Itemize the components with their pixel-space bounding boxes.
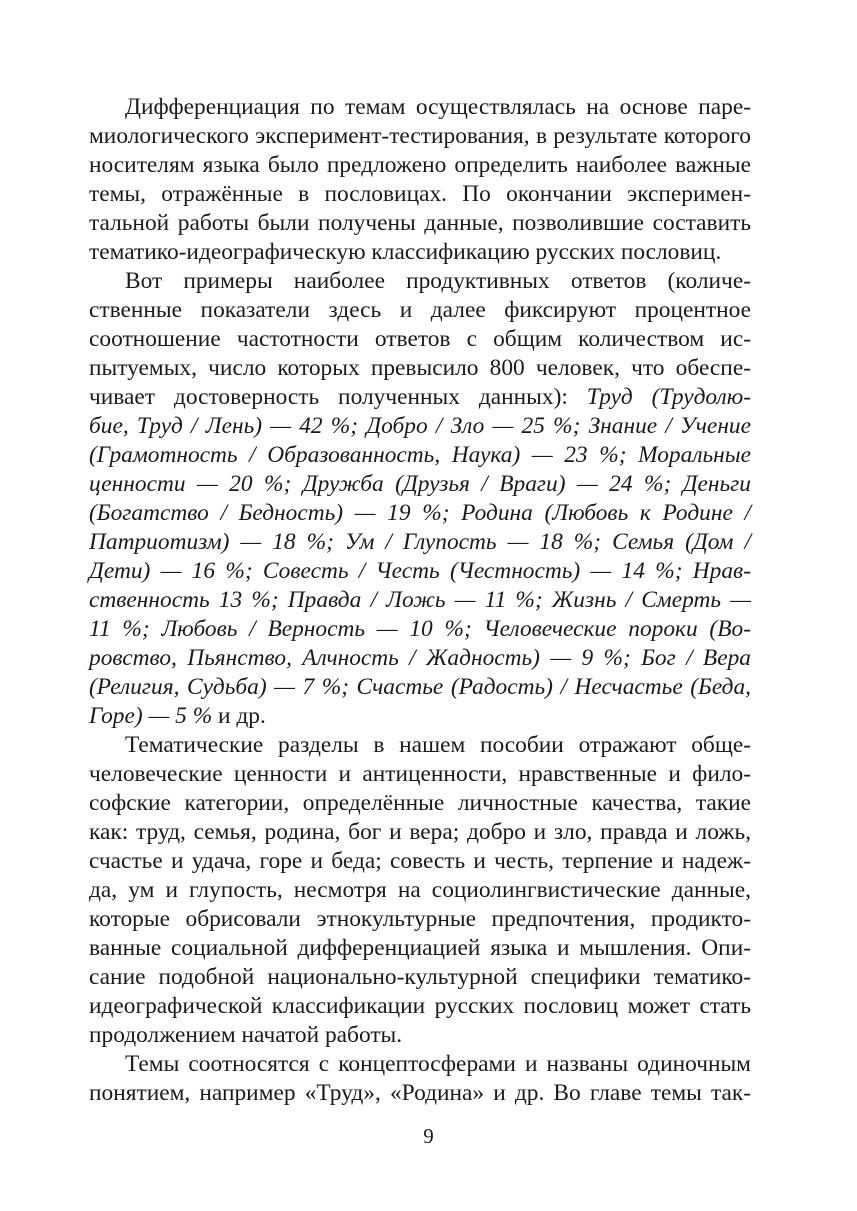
text-line bbox=[89, 180, 751, 209]
italic-run: ценности — 20 %; Дружба (Друзья / Враги) — 24 %; Деньги bbox=[89, 471, 751, 497]
text-run: пытуемых, число которых превысило 800 человек, что обеспе- bbox=[89, 355, 751, 381]
text-line bbox=[89, 238, 751, 267]
text-line bbox=[89, 673, 751, 702]
text-run: сание подобной национально-культурной специфики тематико- bbox=[89, 964, 751, 990]
text-run: счастье и удача, горе и беда; совесть и честь, терпение и надеж- bbox=[89, 848, 751, 874]
text-line bbox=[89, 789, 751, 818]
text-run: продолжением начатой работы. bbox=[89, 1022, 403, 1048]
text-run: да, ум и глупость, несмотря на социолингвистические данные, bbox=[89, 877, 751, 903]
text-line bbox=[89, 760, 751, 789]
text-run: тематико-идеографическую классификацию русских пословиц. bbox=[89, 239, 722, 265]
text-line bbox=[89, 1021, 751, 1050]
italic-run: (Богатство / Бедность) — 19 %; Родина (Любовь к Родине / bbox=[89, 500, 751, 526]
text-run: чивает достоверность полученных данных): bbox=[89, 384, 587, 410]
text-line bbox=[89, 499, 751, 528]
text-line bbox=[89, 296, 751, 325]
page-number: 9 bbox=[423, 1124, 434, 1148]
italic-run: (Религия, Судьба) — 7 %; Счастье (Радость) / Несчастье (Беда, bbox=[89, 674, 751, 700]
text-line bbox=[89, 586, 751, 615]
text-line bbox=[89, 122, 751, 151]
text-run: и др. bbox=[212, 703, 266, 729]
italic-run: Труд (Трудолю- bbox=[586, 384, 751, 410]
text-run: носителям языка было предложено определить наиболее важные bbox=[89, 152, 751, 178]
text-line bbox=[89, 325, 751, 354]
body-text bbox=[89, 93, 751, 1108]
text-run: которые обрисовали этнокультурные предпочтения, продикто- bbox=[89, 906, 751, 932]
text-line bbox=[89, 557, 751, 586]
text-run: как: труд, семья, родина, бог и вера; добро и зло, правда и ложь, bbox=[89, 819, 751, 845]
text-run: человеческие ценности и антиценности, нравственные и фило- bbox=[89, 761, 751, 787]
text-line bbox=[89, 441, 751, 470]
text-run: понятием, например «Труд», «Родина» и др. Во главе темы так- bbox=[89, 1080, 751, 1106]
italic-run: бие, Труд / Лень) — 42 %; Добро / Зло — 25 %; Знание / Учение bbox=[89, 413, 751, 439]
italic-run: ровство, Пьянство, Алчность / Жадность) — 9 %; Бог / Вера bbox=[89, 645, 751, 671]
text-line bbox=[89, 934, 751, 963]
text-run: темы, отражённые в пословицах. По окончании эксперимен- bbox=[89, 181, 751, 207]
italic-run: 11 %; Любовь / Верность — 10 %; Человеческие пороки (Во- bbox=[89, 616, 751, 642]
paragraph bbox=[89, 731, 751, 1050]
text-line bbox=[89, 1079, 751, 1108]
text-line bbox=[89, 1050, 751, 1079]
italic-run: ственность 13 %; Правда / Ложь — 11 %; Жизнь / Смерть — bbox=[89, 587, 751, 613]
text-line bbox=[89, 731, 751, 760]
paragraph bbox=[89, 1050, 751, 1108]
text-line bbox=[89, 528, 751, 557]
text-line bbox=[89, 847, 751, 876]
text-line bbox=[89, 354, 751, 383]
paragraph bbox=[89, 267, 751, 731]
text-run: софские категории, определённые личностные качества, такие bbox=[89, 790, 751, 816]
text-line bbox=[89, 151, 751, 180]
text-line bbox=[89, 818, 751, 847]
italic-run: (Грамотность / Образованность, Наука) — 23 %; Моральные bbox=[89, 442, 751, 468]
text-run: Дифференциация по темам осуществлялась на основе паре- bbox=[125, 94, 751, 120]
text-run: соотношение частотности ответов с общим количеством ис- bbox=[89, 326, 751, 352]
text-run: Тематические разделы в нашем пособии отражают обще- bbox=[125, 732, 751, 758]
text-line bbox=[89, 905, 751, 934]
text-line bbox=[89, 412, 751, 441]
text-line bbox=[89, 963, 751, 992]
italic-run: Патриотизм) — 18 %; Ум / Глупость — 18 %; Семья (Дом / bbox=[89, 529, 751, 555]
text-line bbox=[89, 383, 751, 412]
text-run: Темы соотносятся с концептосферами и названы одиночным bbox=[125, 1051, 751, 1077]
text-line bbox=[89, 470, 751, 499]
text-line bbox=[89, 615, 751, 644]
text-line bbox=[89, 876, 751, 905]
text-run: Вот примеры наиболее продуктивных ответов (количе- bbox=[125, 268, 751, 294]
italic-run: Дети) — 16 %; Совесть / Честь (Честность) — 14 %; Нрав- bbox=[89, 558, 751, 584]
text-line bbox=[89, 267, 751, 296]
text-line bbox=[89, 644, 751, 673]
paragraph bbox=[89, 93, 751, 267]
text-run: идеографической классификации русских пословиц может стать bbox=[89, 993, 751, 1019]
text-run: ванные социальной дифференциацией языка и мышления. Опи- bbox=[89, 935, 751, 961]
text-run: ственные показатели здесь и далее фиксируют процентное bbox=[89, 297, 751, 323]
text-line bbox=[89, 209, 751, 238]
italic-run: Горе) — 5 % bbox=[89, 703, 213, 729]
text-run: миологического эксперимент-тестирования, в результате которого bbox=[89, 123, 751, 149]
text-line bbox=[89, 702, 751, 731]
text-line bbox=[89, 93, 751, 122]
text-run: тальной работы были получены данные, позволившие составить bbox=[89, 210, 751, 236]
text-line bbox=[89, 992, 751, 1021]
